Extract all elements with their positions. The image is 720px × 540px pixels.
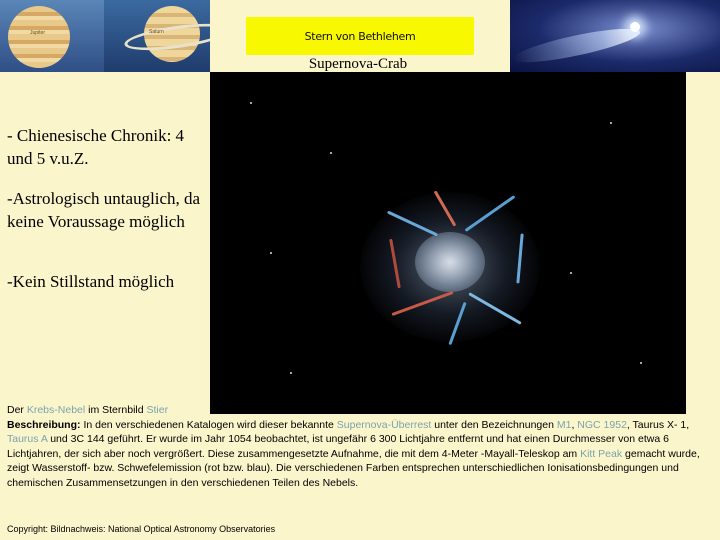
caption-text: unter den Bezeichnungen (434, 418, 554, 431)
jupiter-thumbnail-label: Jupiter (30, 30, 46, 36)
link-m1[interactable]: M1 (556, 418, 572, 431)
link-ngc-1952[interactable]: NGC 1952 (577, 418, 627, 431)
side-point-standstill: -Kein Stillstand möglich (7, 272, 175, 291)
link-krebs-nebel[interactable]: Krebs-Nebel (26, 404, 86, 416)
star (290, 372, 292, 374)
crab-nebula-photo (210, 72, 686, 414)
caption-text: im Sternbild (88, 404, 144, 416)
page-subtitle: Supernova-Crab (308, 56, 408, 72)
caption-text: gemacht wurde, zeigt Wasserstoff- bzw. Schwefelemission (rot bzw. blau). Die verschiedenen Farben entsprechen unterschiedlichen Ionisationsbedingungen und chemischen Zusammensetzungen in den verschiedenen Teilen des Nebels. (7, 447, 700, 489)
jupiter-planet-image (8, 6, 70, 68)
saturn-thumbnail (104, 0, 210, 72)
link-taurus-a[interactable]: Taurus A (7, 433, 48, 445)
link-supernova-ueberrest[interactable]: Supernova-Überrest (336, 418, 432, 431)
caption-text: , Taurus X- 1, (626, 418, 690, 431)
link-stier[interactable]: Stier (146, 404, 169, 416)
star (270, 252, 272, 254)
caption-text: und 3C 144 geführt. Er wurde im Jahr 1054 beobachtet, ist ungefähr 6 300 Lichtjahre entfernt und hat einen Durchmesser von etwa 6 Lichtjahren, der sich aber noch vergrößert. Diese zusammengesetzte Aufnahme, die mit dem 4-Meter -Mayall-Teleskop am (7, 433, 669, 460)
star (570, 272, 572, 274)
comet-tail (511, 22, 642, 69)
copyright-line: Copyright: Bildnachweis: National Optical Astronomy Observatories (7, 524, 276, 534)
saturn-thumbnail-label: Saturn (149, 29, 164, 35)
caption-text: , (571, 418, 575, 431)
star (640, 362, 642, 364)
side-point-chronicle: - Chienesische Chronik: 4 und 5 v.u.Z. (7, 126, 185, 168)
star (330, 152, 332, 154)
image-caption (7, 403, 715, 490)
star (250, 102, 252, 104)
comet-head (630, 22, 640, 32)
nebula-core (415, 232, 485, 292)
caption-text: In den verschiedenen Katalogen wird dieser bekannte (83, 418, 334, 431)
page-title: Stern von Bethlehem (304, 29, 416, 43)
description-label: Beschreibung: (7, 418, 81, 431)
star (610, 122, 612, 124)
caption-text: Der (7, 404, 24, 416)
link-kitt-peak[interactable]: Kitt Peak (580, 447, 623, 460)
comet-thumbnail (510, 0, 720, 72)
title-box (246, 17, 474, 55)
side-point-astrology: -Astrologisch untauglich, da keine Voraussage möglich (7, 189, 201, 231)
jupiter-thumbnail (0, 0, 104, 72)
